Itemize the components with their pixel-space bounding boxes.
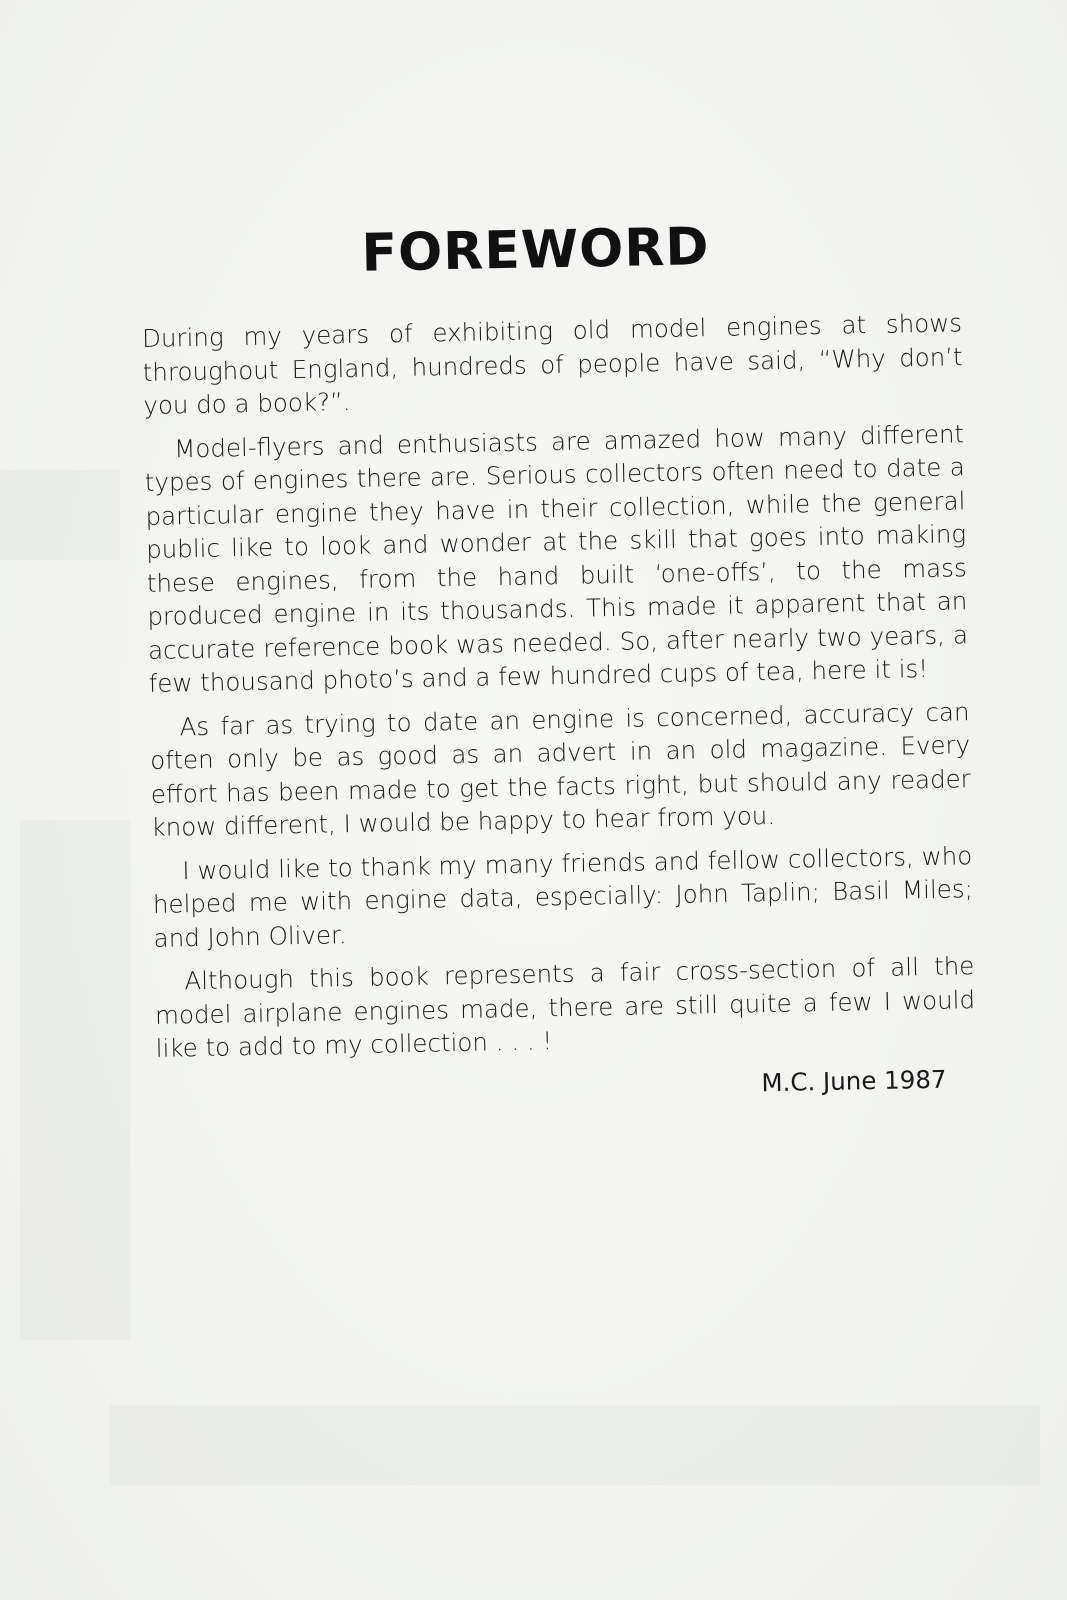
show-through-photo-left [20, 820, 130, 1340]
foreword-paragraph-2: Model-flyers and enthusiasts are amazed how many different types of engines there are. Serious collectors often need to date a particular engine they have in their collection, while the general public like to look and wonder at the skill that goes into making these engines, from the hand built ‘one-offs’, to the mass produced engine in its thousands. This made it apparent that an accurate reference book was needed. So, after nearly two years, a few thousand photo’s and a few hundred cups of tea, here it is! [144, 418, 969, 698]
show-through-caption-bottom [110, 1405, 1040, 1485]
page-title: FOREWORD [360, 217, 711, 284]
foreword-paragraph-3: As far as trying to date an engine is concerned, accuracy can often only be as good as an advert in an old magazine. Every effort has been made to get the facts right, but should any reader know different, I would be happy to hear from you. [149, 696, 971, 842]
foreword-paragraph-1: During my years of exhibiting old model engines at shows throughout England, hundreds of people have said, “Why don’t you do a book?”. [141, 308, 963, 420]
foreword-content [140, 212, 977, 1108]
show-through-header-left [0, 470, 120, 560]
foreword-paragraph-4: I would like to thank my many friends and fellow collectors, who helped me with engine data, especially: John Taplin; Basil Miles; and John Oliver. [152, 840, 974, 953]
signature: M.C. June 1987 [761, 1064, 947, 1097]
foreword-paragraph-5: Although this book represents a fair cross-section of all the model airplane engines made, there are still quite a few I would like to add to my collection . . . ! [154, 951, 976, 1063]
